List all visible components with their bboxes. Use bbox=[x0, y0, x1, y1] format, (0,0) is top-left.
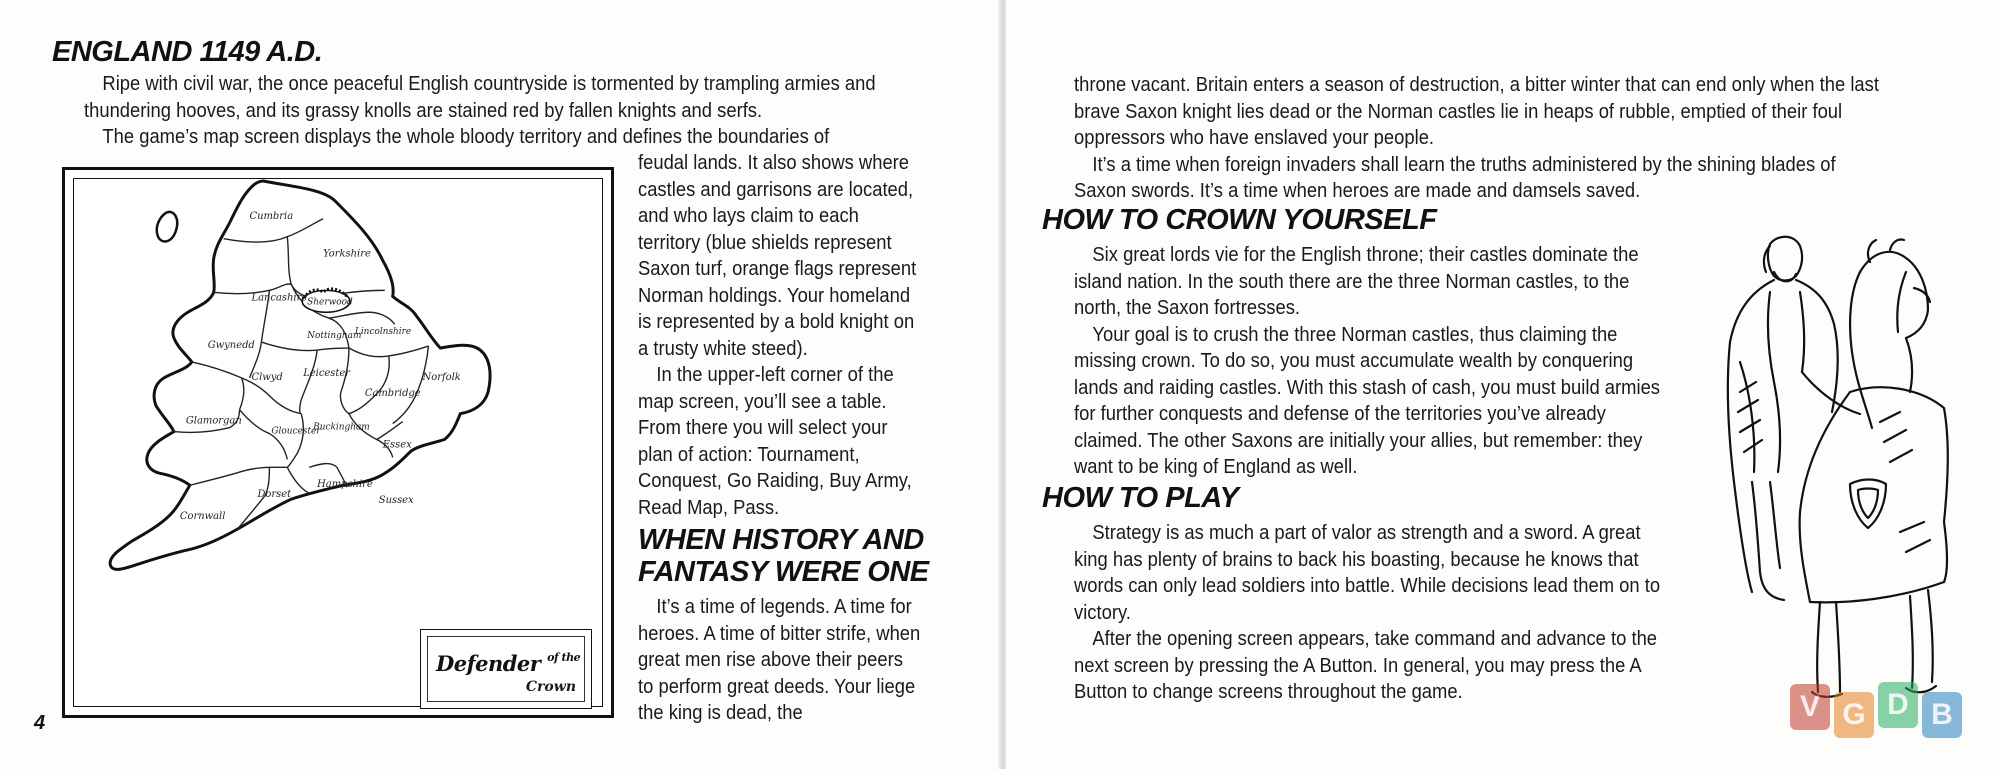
crown-yourself-text bbox=[1074, 242, 1663, 481]
map-label-yorkshire: Yorkshire bbox=[323, 248, 371, 260]
history-text bbox=[638, 594, 923, 727]
watermark-tile-d: D bbox=[1878, 682, 1918, 728]
column-paragraph-2: In the upper-left corner of the map screen, you’ll see a table. From there you will select your plan of action: Tournament, Conquest, Go Raiding, Buy Army, Read Map, Pass. bbox=[638, 364, 912, 519]
crown-paragraph-1: Six great lords vie for the English throne; their castles dominate the island nation. In the south there are the three Norman castles, to the north, the Saxon fortresses. bbox=[1074, 244, 1639, 319]
how-to-play-text bbox=[1074, 520, 1663, 706]
map-label-nottingham: Nottingham bbox=[307, 331, 362, 342]
intro-paragraph-2: The game’s map screen displays the whole bloody territory and defines the boundaries of bbox=[102, 126, 830, 148]
watermark-tile-b: B bbox=[1922, 692, 1962, 738]
saxon-knight-with-horse-illustration bbox=[1700, 232, 1950, 702]
map-label-cumbria: Cumbria bbox=[249, 210, 294, 222]
map-label-cambridge: Cambridge bbox=[364, 387, 421, 399]
map-label-cornwall: Cornwall bbox=[179, 511, 226, 523]
map-frame bbox=[73, 178, 603, 707]
map-label-norfolk: Norfolk bbox=[422, 371, 461, 383]
england-map-figure bbox=[62, 167, 614, 718]
watermark-tile-v: V bbox=[1790, 684, 1830, 730]
logo-line-crown: Crown bbox=[525, 679, 576, 695]
map-label-dorset: Dorset bbox=[257, 489, 292, 501]
right-intro-paragraph-1: throne vacant. Britain enters a season of destruction, a bitter winter that can end only when the last brave Saxon knight lies dead or the Norman castles lie in heaps of rubble, emptied of their foul oppressors who have enslaved your people. bbox=[1074, 74, 1879, 149]
map-label-glamorgan: Glamorgan bbox=[185, 415, 242, 427]
map-label-sussex: Sussex bbox=[378, 495, 414, 507]
heading-how-to-crown-yourself: HOW TO CROWN YOURSELF bbox=[1042, 204, 1437, 236]
england-map-illustration bbox=[74, 179, 602, 706]
crown-paragraph-2: Your goal is to crush the three Norman castles, thus claiming the missing crown. To do so, you must accumulate wealth by conquering lands and raiding castles. With this stash of cash, you must build armies for further conquests and defense of the territories you’ve already claimed. The other Saxons are initially your allies, but remember: they want to be king of England as well. bbox=[1074, 323, 1661, 478]
page-number: 4 bbox=[34, 712, 46, 734]
map-label-buckingham: Buckingham bbox=[313, 422, 370, 433]
right-intro-paragraph-2: It’s a time when foreign invaders shall learn the truths administered by the shining blades of Saxon swords. It’s a time when heroes are made and damsels saved. bbox=[1074, 153, 1836, 202]
map-label-lancashire: Lancashire bbox=[251, 292, 308, 304]
defender-of-the-crown-logo bbox=[420, 629, 592, 709]
map-side-column bbox=[638, 150, 923, 521]
map-label-essex: Essex bbox=[382, 439, 412, 451]
map-label-lincolnshire: Lincolnshire bbox=[354, 327, 412, 338]
heading-how-to-play: HOW TO PLAY bbox=[1042, 482, 1239, 514]
history-paragraph: It’s a time of legends. A time for heroes. A time of bitter strife, when great men rise above their peers to perform great deeds. Your liege the king is dead, the bbox=[638, 596, 921, 724]
logo-frame bbox=[427, 636, 585, 702]
play-paragraph-2: After the opening screen appears, take command and advance to the next screen by pressing the A Button. In general, you may press the A Button to change screens throughout the game. bbox=[1074, 628, 1658, 703]
play-paragraph-1: Strategy is as much a part of valor as strength and a sword. A great king has plenty of brains to back his boasting, because he knows that words can only lead soldiers into battle. While decisions lead them on to victory. bbox=[1074, 522, 1661, 624]
map-label-hampshire: Hampshire bbox=[317, 479, 373, 491]
column-paragraph-1: feudal lands. It also shows where castles and garrisons are located, and who lays claim to each territory (blue shields represent Saxon turf, orange flags represent Norman holdings. Your homeland is represented by a bold knight on a trusty white steed). bbox=[638, 152, 917, 360]
intro-text-left bbox=[84, 71, 940, 151]
map-label-gloucester: Gloucester bbox=[271, 426, 321, 437]
map-label-gwynedd: Gwynedd bbox=[207, 340, 255, 352]
map-label-leicester: Leicester bbox=[303, 367, 351, 379]
page-heading-england: ENGLAND 1149 A.D. bbox=[52, 36, 323, 68]
heading-history-and-fantasy: WHEN HISTORY AND FANTASY WERE ONE bbox=[638, 524, 929, 588]
map-label-clwyd: Clwyd bbox=[251, 371, 283, 383]
logo-line-of-the: of the bbox=[547, 651, 581, 664]
intro-text-right bbox=[1074, 72, 1893, 205]
logo-line-defender: Defender bbox=[436, 651, 541, 676]
intro-paragraph-1: Ripe with civil war, the once peaceful English countryside is tormented by trampling armies and thundering hooves, and its grassy knolls are stained red by fallen knights and serfs. bbox=[84, 73, 876, 122]
vgdb-watermark bbox=[1790, 680, 1990, 760]
watermark-tile-g: G bbox=[1834, 692, 1874, 738]
logo-title bbox=[436, 651, 580, 676]
map-label-sherwood: Sherwood bbox=[307, 297, 353, 308]
